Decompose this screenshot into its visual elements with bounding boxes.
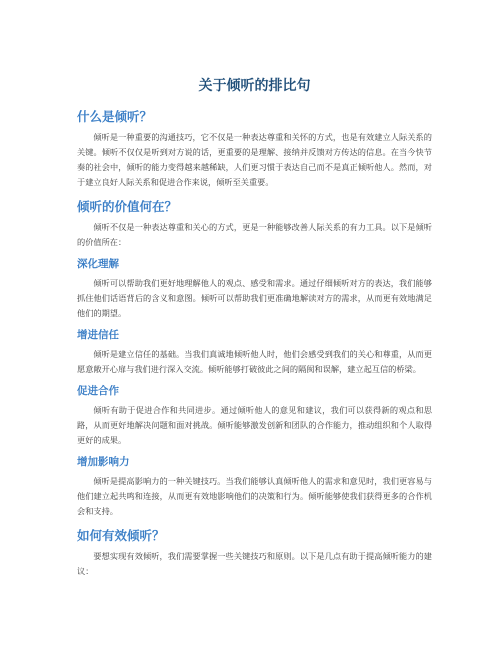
subsection-heading-deepen-understanding: 深化理解 — [77, 258, 119, 270]
section-heading-value-of-listening: 倾听的价值何在？ — [77, 199, 178, 214]
subsection-heading-promote-cooperation: 促进合作 — [77, 385, 119, 397]
document-title: 关于倾听的排比句 — [198, 78, 311, 94]
section-paragraph-value-of-listening: 倾听不仅是一种表达尊重和关心的方式，更是一种能够改善人际关系的有力工具。以下是倾听的价值所在： — [77, 222, 432, 247]
section-heading-what-is-listening: 什么是倾听？ — [77, 109, 153, 124]
subsection-heading-increase-influence: 增加影响力 — [77, 456, 130, 468]
subsection-paragraph-build-trust: 倾听是建立信任的基础。当我们真诚地倾听他人时，他们会感受到我们的关心和尊重，从而更愿意敞开心扉与我们进行深入交流。倾听能够打破彼此之间的隔阂和误解，建立起互信的桥梁。 — [77, 349, 432, 374]
subsection-paragraph-increase-influence: 倾听是提高影响力的一种关键技巧。当我们能够认真倾听他人的需求和意见时，我们更容易与他们建立起共鸣和连接，从而更有效地影响他们的决策和行为。倾听能够使我们获得更多的合作机会和支持。 — [77, 476, 432, 516]
section-paragraph-how-to-listen: 要想实现有效倾听，我们需要掌握一些关键技巧和原则。以下是几点有助于提高倾听能力的建议： — [77, 551, 432, 576]
subsection-paragraph-deepen-understanding: 倾听可以帮助我们更好地理解他人的观点、感受和需求。通过仔细倾听对方的表达，我们能够抓住他们话语背后的含义和意图。倾听可以帮助我们更准确地解读对方的需求，从而更有效地满足他们的期望。 — [77, 278, 432, 318]
subsection-heading-build-trust: 增进信任 — [77, 329, 119, 341]
section-paragraph-what-is-listening: 倾听是一种重要的沟通技巧，它不仅是一种表达尊重和关怀的方式，也是有效建立人际关系的关键。倾听不仅仅是听到对方说的话，更重要的是理解、接纳并反馈对方传达的信息。在当今快节奏的社会中，倾听的能力变得越来越稀缺，人们更习惯于表达自己而不是真正倾听他人。然而，对于建立良好人际关系和促进合作来说，倾听至关重要。 — [77, 132, 432, 187]
section-heading-how-to-listen: 如何有效倾听？ — [77, 528, 165, 543]
subsection-paragraph-promote-cooperation: 倾听有助于促进合作和共同进步。通过倾听他人的意见和建议，我们可以获得新的观点和思路，从而更好地解决问题和面对挑战。倾听能够激发创新和团队的合作能力，推动组织和个人取得更好的成果。 — [77, 405, 432, 445]
